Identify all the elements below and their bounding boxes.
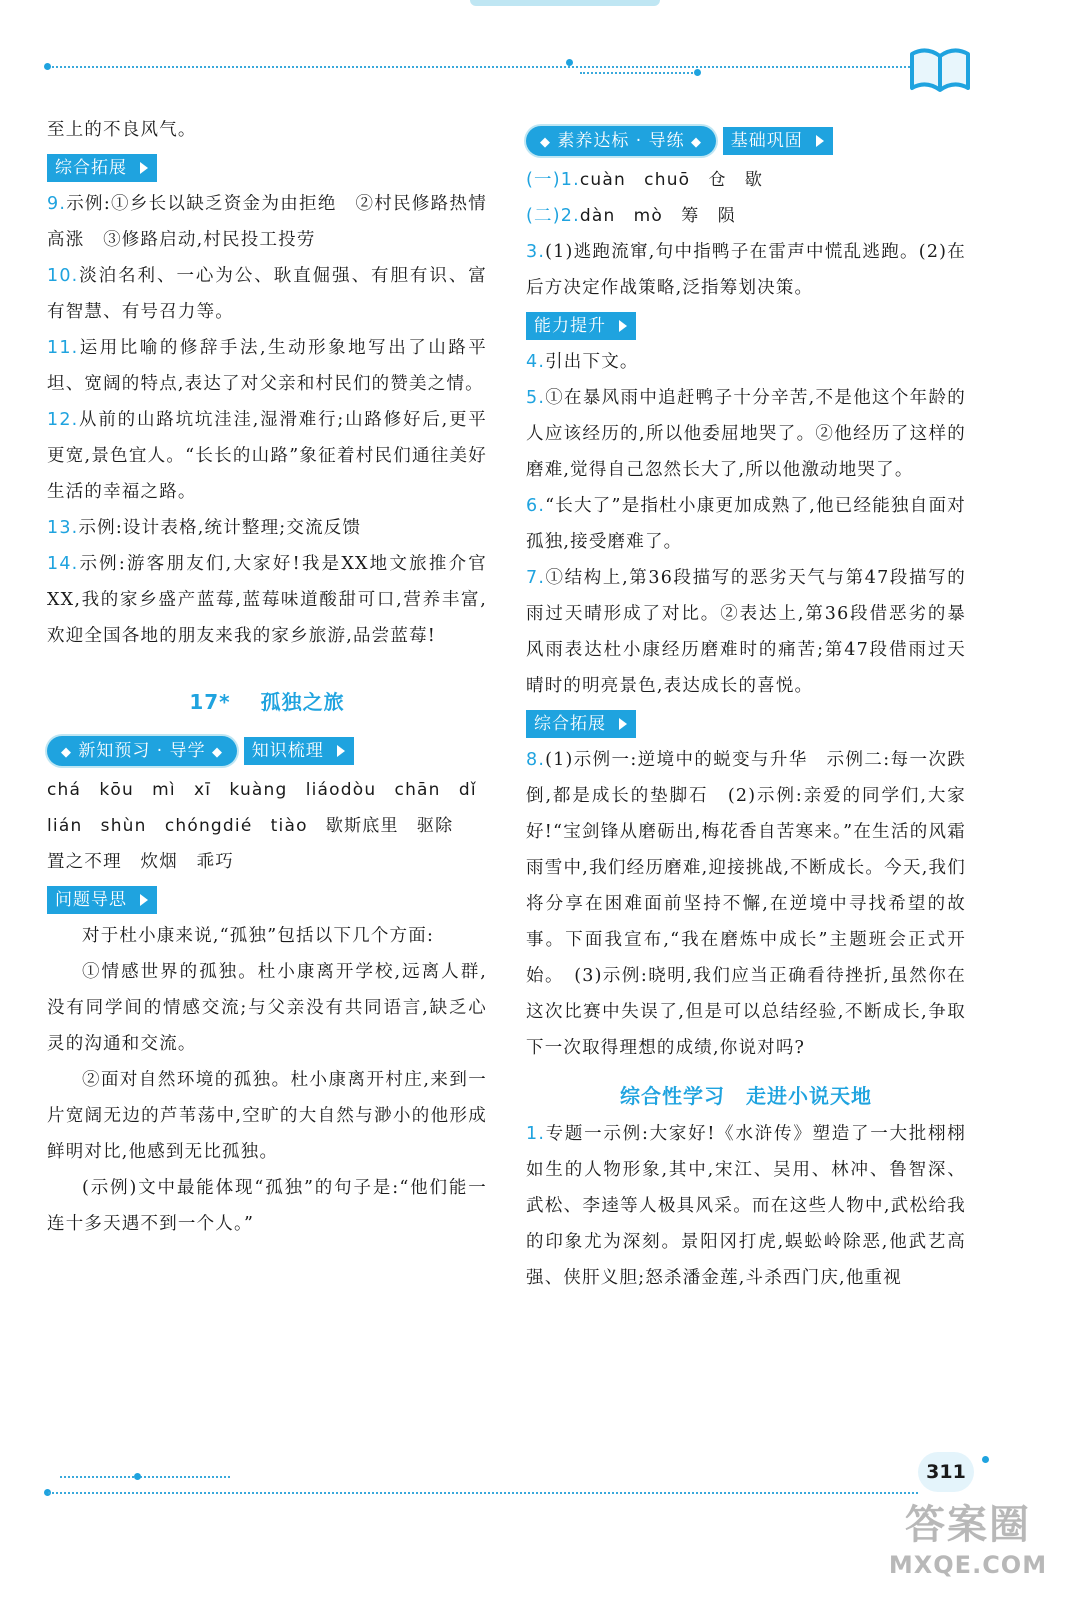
guide-paragraph-1: 对于杜小康来说,“孤独”包括以下几个方面: bbox=[82, 926, 435, 946]
header-dotted-line-accent bbox=[580, 72, 700, 74]
answer-9: 9.示例:①乡长以缺乏资金为由拒绝 ②村民修路热情高涨 ③修路启动,村民投工投劳 bbox=[47, 194, 487, 250]
pinyin-line-2: lián shùn chóngdié tiào 歇斯底里 驱除 bbox=[47, 816, 454, 836]
answer-7: 7.①结构上,第36段描写的恶劣天气与第47段描写的雨过天晴形成了对比。②表达上,第36段借恶劣的暴风雨表达杜小康经历磨难时的痛苦;第47段借雨过天晴时的明亮景色,表达成长的喜悦。 bbox=[526, 568, 966, 696]
answer-5: 5.①在暴风雨中追赶鸭子十分辛苦,不是他这个年龄的人应该经历的,所以他委屈地哭了。②他经历了这样的磨难,觉得自己忽然长大了,所以他激动地哭了。 bbox=[526, 388, 966, 480]
answer-10: 10.淡泊名利、一心为公、耿直倔强、有胆有识、富有智慧、有号召力等。 bbox=[47, 266, 487, 322]
page-number: 311 bbox=[918, 1452, 974, 1492]
guide-paragraph-4: (示例)文中最能体现“孤独”的句子是:“他们能一连十多天遇不到一个人。” bbox=[47, 1178, 487, 1234]
answer-4: 4.引出下文。 bbox=[526, 352, 639, 372]
answer-14: 14.示例:游客朋友们,大家好!我是XX地文旅推介官XX,我的家乡盛产蓝莓,蓝莓味道酸甜可口,营养丰富,欢迎全国各地的朋友来我的家乡旅游,品尝蓝莓! bbox=[47, 554, 487, 646]
answer-3: 3.(1)逃跑流窜,句中指鸭子在雷声中慌乱逃跑。(2)在后方决定作战策略,泛指筹划决策。 bbox=[526, 242, 966, 298]
section-tag-zhishi: 知识梳理 bbox=[244, 737, 354, 765]
footer-dot bbox=[134, 1473, 141, 1480]
answer-2: (二)2.dàn mò 筹 陨 bbox=[526, 206, 736, 226]
pill-xinzhi: ◆ 新知预习 · 导学 ◆ bbox=[47, 736, 237, 766]
section-tag-zonghe-right: 综合拓展 bbox=[526, 710, 636, 738]
header-dot bbox=[44, 63, 51, 70]
section-tag-wenti: 问题导思 bbox=[47, 886, 157, 914]
footer-dotted-line-accent bbox=[60, 1476, 230, 1478]
unit-answer-1: 1.专题一示例:大家好!《水浒传》塑造了一大批栩栩如生的人物形象,其中,宋江、吴用、林冲、鲁智深、武松、李逵等人极具风采。而在这些人物中,武松给我的印象尤为深刻。景阳冈打虎,蜈蚣岭除恶,他武艺高强、侠肝义胆;怒杀潘金莲,斗杀西门庆,他重视 bbox=[526, 1124, 966, 1288]
lesson-name: 孤独之旅 bbox=[260, 690, 345, 714]
answer-6: 6.“长大了”是指杜小康更加成熟了,他已经能独自面对孤独,接受磨难了。 bbox=[526, 496, 966, 552]
section-tag-jichu: 基础巩固 bbox=[723, 127, 833, 155]
header-dot bbox=[694, 69, 701, 76]
footer-dot bbox=[982, 1456, 989, 1463]
watermark: 答案圈 MXQE.COM bbox=[888, 1502, 1048, 1579]
footer-dotted-line bbox=[48, 1492, 918, 1494]
section-tag-nengli: 能力提升 bbox=[526, 312, 636, 340]
guide-paragraph-2: ①情感世界的孤独。杜小康离开学校,远离人群,没有同学间的情感交流;与父亲没有共同语言,缺乏心灵的沟通和交流。 bbox=[47, 962, 487, 1054]
top-decoration bbox=[470, 0, 660, 6]
open-book-icon bbox=[908, 44, 972, 94]
header-dot bbox=[566, 59, 573, 66]
lesson-title bbox=[47, 684, 487, 720]
header-dotted-line bbox=[48, 66, 910, 68]
answer-11: 11.运用比喻的修辞手法,生动形象地写出了山路平坦、宽阔的特点,表达了对父亲和村民们的赞美之情。 bbox=[47, 338, 487, 394]
section-tag-zonghe: 综合拓展 bbox=[47, 154, 157, 182]
unit-title: 综合性学习 走进小说天地 bbox=[620, 1084, 872, 1108]
answer-1: (一)1.cuàn chuō 仓 歇 bbox=[526, 170, 764, 190]
pill-suyang: ◆ 素养达标 · 导练 ◆ bbox=[526, 126, 716, 156]
guide-paragraph-3: ②面对自然环境的孤独。杜小康离开村庄,来到一片宽阔无边的芦苇荡中,空旷的大自然与渺小的他形成鲜明对比,他感到无比孤独。 bbox=[47, 1070, 487, 1162]
pinyin-line-3: 置之不理 炊烟 乖巧 bbox=[47, 852, 234, 872]
answer-13: 13.示例:设计表格,统计整理;交流反馈 bbox=[47, 518, 362, 538]
intro-text: 至上的不良风气。 bbox=[47, 120, 197, 140]
lesson-number: 17* bbox=[189, 690, 231, 714]
left-column bbox=[47, 112, 487, 1242]
answer-12: 12.从前的山路坑坑洼洼,湿滑难行;山路修好后,更平更宽,景色宜人。“长长的山路”象征着村民们通往美好生活的幸福之路。 bbox=[47, 410, 487, 502]
answer-8: 8.(1)示例一:逆境中的蜕变与升华 示例二:每一次跌倒,都是成长的垫脚石 (2)示例:亲爱的同学们,大家好!“宝剑锋从磨砺出,梅花香自苦寒来。”在生活的风霜雨雪中,我们经历磨难,迎接挑战,不断成长。今天,我们将分享在困难面前坚持不懈,在逆境中寻找希望的故事。下面我宣布,“我在磨炼中成长”主题班会正式开始。 (3)示例:晓明,我们应当正确看待挫折,虽然你在这次比赛中失误了,但是可以总结经验,不断成长,争取下一次取得理想的成绩,你说对吗? bbox=[526, 750, 966, 1058]
pinyin-line-1: chá kōu mì xī kuàng liáodòu chān dǐ bbox=[47, 780, 477, 800]
right-column bbox=[526, 112, 966, 1296]
